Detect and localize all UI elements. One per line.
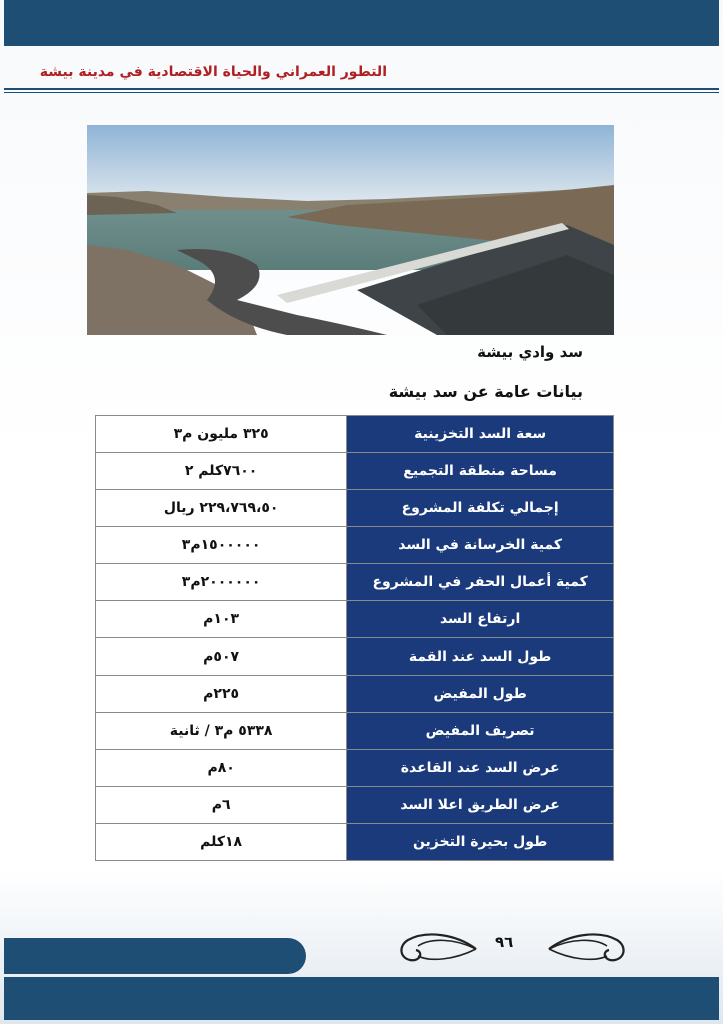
ornament-right-icon	[547, 928, 629, 970]
spec-label: عرض السد عند القاعدة	[347, 749, 614, 786]
photo-caption: سد وادي بيشة	[477, 343, 583, 361]
spec-row	[96, 675, 614, 712]
section-title: بيانات عامة عن سد بيشة	[388, 382, 583, 401]
spec-value: ٢٢٩،٧٦٩،٥٠ ريال	[96, 490, 347, 527]
spec-row	[96, 601, 614, 638]
spec-label: كمية الخرسانة في السد	[347, 527, 614, 564]
spec-label: طول بحيرة التخزين	[347, 823, 614, 860]
spec-label: ارتفاع السد	[347, 601, 614, 638]
footer-pill	[4, 938, 306, 974]
ornament-left-icon	[396, 928, 478, 970]
top-bar	[4, 0, 719, 46]
spec-value: ٧٦٠٠كلم ٢	[96, 453, 347, 490]
dam-photo	[87, 125, 614, 335]
header-divider	[4, 88, 719, 90]
spec-value: ١٥٠٠٠٠٠م٣	[96, 527, 347, 564]
spec-value: ٢٢٥م	[96, 675, 347, 712]
spec-row	[96, 712, 614, 749]
spec-value: ٦م	[96, 786, 347, 823]
spec-label: طول السد عند القمة	[347, 638, 614, 675]
spec-label: إجمالي تكلفة المشروع	[347, 490, 614, 527]
spec-row	[96, 490, 614, 527]
spec-row	[96, 823, 614, 860]
spec-value: ١٨كلم	[96, 823, 347, 860]
spec-row	[96, 416, 614, 453]
spec-row	[96, 786, 614, 823]
spec-row	[96, 564, 614, 601]
spec-value: ٥٠٧م	[96, 638, 347, 675]
spec-value: ٢٠٠٠٠٠٠م٣	[96, 564, 347, 601]
dam-specs-table	[95, 415, 614, 861]
spec-label: كمية أعمال الحفر في المشروع	[347, 564, 614, 601]
spec-label: مساحة منطقة التجميع	[347, 453, 614, 490]
spec-label: سعة السد التخزينية	[347, 416, 614, 453]
spec-value: ٣٢٥ مليون م٣	[96, 416, 347, 453]
spec-value: ٥٣٣٨ م٣ / ثانية	[96, 712, 347, 749]
footer-bar	[4, 977, 719, 1020]
header-title: التطور العمراني والحياة الاقتصادية في مدينة بيشة	[39, 64, 387, 80]
spec-row	[96, 527, 614, 564]
page-number: ٩٦	[495, 933, 514, 951]
spec-value: ١٠٣م	[96, 601, 347, 638]
spec-row	[96, 638, 614, 675]
spec-label: طول المفيض	[347, 675, 614, 712]
header-divider-thin	[4, 92, 719, 93]
spec-row	[96, 453, 614, 490]
spec-label: تصريف المفيض	[347, 712, 614, 749]
spec-row	[96, 749, 614, 786]
spec-value: ٨٠م	[96, 749, 347, 786]
spec-label: عرض الطريق اعلا السد	[347, 786, 614, 823]
